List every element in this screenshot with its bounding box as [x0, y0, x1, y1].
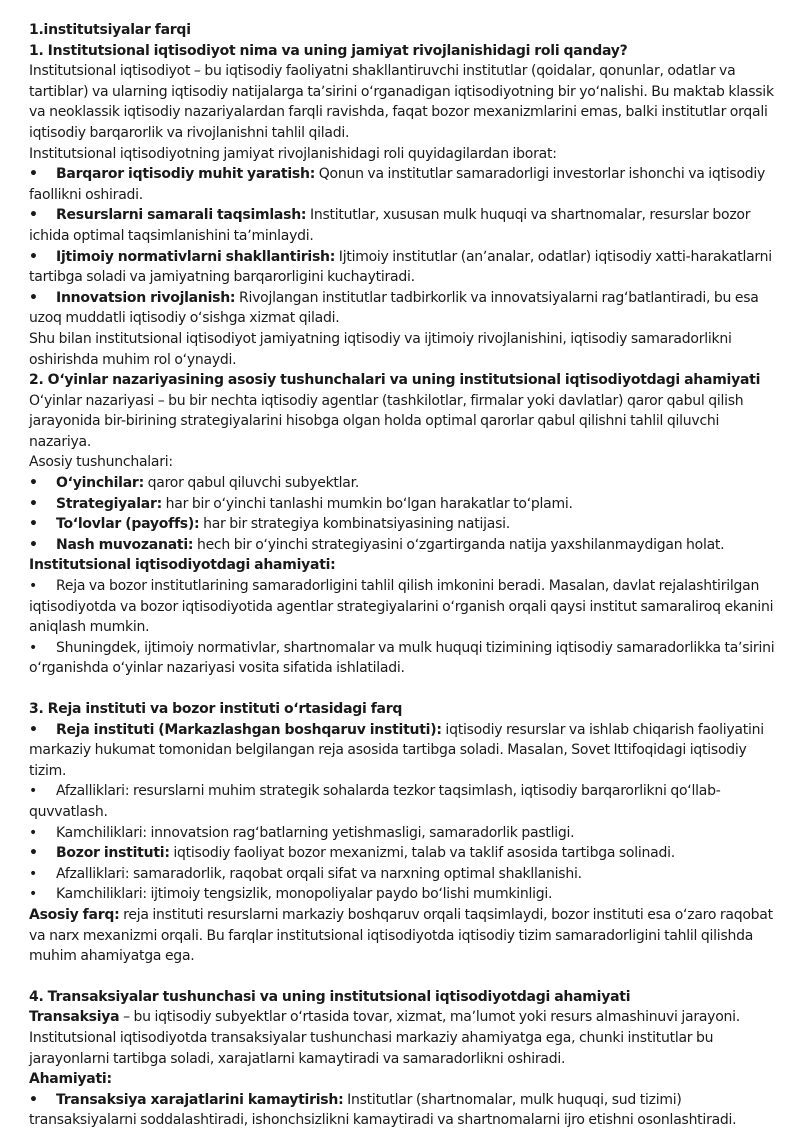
bullet-icon: •	[29, 824, 38, 841]
section-1-conclusion: Shu bilan institutsional iqtisodiyot jamiyatning iqtisodiy va ijtimoiy rivojlanishini, iqtisodiy samaradorlikni oshirishda muhim rol oʻynaydi.	[29, 330, 732, 368]
bullet-icon: •	[29, 721, 38, 738]
section-3-difference: Asosiy farq: reja instituti resurslarni markaziy boshqaruv orqali taqsimlaydi, bozor instituti esa oʻzaro raqobat va narx mexanizmi orqali. Bu farqlar institutsional iqtisodiyotda iqtisodiy tizim samaradorligini tahlil qilishda muhim ahamiyatga ega.	[29, 906, 773, 965]
section-2-significance-heading: Institutsional iqtisodiyotdagi ahamiyati:	[29, 557, 336, 574]
section-1-heading: 1. Institutsional iqtisodiyot nima va uning jamiyat rivojlanishidagi roli qanday?	[29, 42, 628, 59]
list-item: • Kamchiliklari: ijtimoiy tengsizlik, monopoliyalar paydo boʻlishi mumkinligi.	[29, 884, 777, 905]
section-2-heading: 2. Oʻyinlar nazariyasining asosiy tushunchalari va uning institutsional iqtisodiyotdagi ahamiyati	[29, 372, 761, 389]
list-item: • Ijtimoiy normativlarni shakllantirish: Ijtimoiy institutlar (anʼanalar, odatlar) iqtisodiy xatti-harakatlarni tartibga soladi va jamiyatning barqarorligini kuchaytiradi.	[29, 248, 772, 286]
bullet-icon: •	[29, 475, 38, 492]
bullet-icon: •	[29, 886, 38, 903]
document-title: 1.institutsiyalar farqi	[29, 22, 191, 38]
list-item: • Nash muvozanati: hech bir oʻyinchi strategiyasini oʻzgartirganda natija yaxshilanmaydigan holat.	[29, 535, 777, 556]
bullet-icon: •	[29, 845, 38, 862]
spacer	[29, 679, 777, 699]
list-item: • Reja instituti (Markazlashgan boshqaruv instituti): iqtisodiy resurslar va ishlab chiqarish faoliyatini markaziy hukumat tomonidan belgilangan reja asosida tartibga soladi. Masalan, Sovet Ittifoqidagi iqtisodiy tizim.	[29, 721, 764, 779]
section-4-heading: 4. Transaksiyalar tushunchasi va uning institutsional iqtisodiyotdagi ahamiyati	[29, 988, 631, 1005]
list-item: • Afzalliklari: resurslarni muhim strategik sohalarda tezkor taqsimlash, iqtisodiy barqarorlikni qoʻllab-quvvatlash.	[29, 783, 721, 820]
spacer	[29, 967, 777, 987]
list-item: • Transaksiya xarajatlarini kamaytirish: Institutlar (shartnomalar, mulk huquqi, sud tizimi) transaksiyalarni soddalashtiradi, ishonchsizlikni kamaytiradi va shartnomalarni ijro etishni osonlashtiradi.	[29, 1091, 737, 1129]
bullet-icon: •	[29, 516, 38, 533]
bullet-icon: •	[29, 639, 38, 656]
section-1-roles-intro: Institutsional iqtisodiyotning jamiyat rivojlanishidagi roli quyidagilardan iborat:	[29, 145, 557, 162]
section-4-significance-heading: Ahamiyati:	[29, 1071, 112, 1088]
bullet-icon: •	[29, 1091, 38, 1108]
section-3-heading: 3. Reja instituti va bozor instituti oʻrtasidagi farq	[29, 701, 403, 717]
bullet-icon: •	[29, 289, 38, 306]
list-item: • Shuningdek, ijtimoiy normativlar, shartnomalar va mulk huquqi tizimining iqtisodiy samaradorlikka taʼsirini oʻrganishda oʻyinlar nazariyasi vosita sifatida ishlatiladi.	[29, 639, 775, 677]
list-item: • Kamchiliklari: innovatsion ragʻbatlarning yetishmasligi, samaradorlik pastligi.	[29, 823, 777, 844]
section-4-definition: Transaksiya – bu iqtisodiy subyektlar oʻrtasida tovar, xizmat, maʼlumot yoki resurs almashinuvi jarayoni.	[29, 1009, 740, 1026]
section-2-concepts-intro: Asosiy tushunchalari:	[29, 454, 173, 471]
list-item: • Oʻyinchilar: qaror qabul qiluvchi subyektlar.	[29, 473, 777, 494]
bullet-icon: •	[29, 865, 38, 882]
list-item: • Strategiyalar: har bir oʻyinchi tanlashi mumkin boʻlgan harakatlar toʻplami.	[29, 494, 777, 515]
list-item: • Afzalliklari: samaradorlik, raqobat orqali sifat va narxning optimal shakllanishi.	[29, 864, 777, 885]
list-item: • Bozor instituti: iqtisodiy faoliyat bozor mexanizmi, talab va taklif asosida tartibga solinadi.	[29, 843, 777, 864]
section-4-paragraph: Institutsional iqtisodiyotda transaksiyalar tushunchasi markaziy ahamiyatga ega, chunki institutlar bu jarayonlarni tartibga soladi, xarajatlarni kamaytiradi va samaradorlikni oshiradi.	[29, 1029, 714, 1067]
bullet-icon: •	[29, 536, 38, 553]
list-item: • Innovatsion rivojlanish: Rivojlangan institutlar tadbirkorlik va innovatsiyalarni ragʻbatlantiradi, bu esa uzoq muddatli iqtisodiy oʻsishga xizmat qiladi.	[29, 289, 759, 327]
bullet-icon: •	[29, 248, 38, 265]
list-item: • Toʻlovlar (payoffs): har bir strategiya kombinatsiyasining natijasi.	[29, 514, 777, 535]
bullet-icon: •	[29, 495, 38, 512]
bullet-icon: •	[29, 166, 38, 183]
section-2-intro: Oʻyinlar nazariyasi – bu bir nechta iqtisodiy agentlar (tashkilotlar, firmalar yoki davlatlar) qaror qabul qilish jarayonida bir-birining strategiyalarini hisobga olgan holda optimal qarorlar qabul qilishni tahlil qiluvchi nazariya.	[29, 392, 744, 450]
list-item: • Resurslarni samarali taqsimlash: Institutlar, xususan mulk huquqi va shartnomalar, resurslar bozor ichida optimal taqsimlanishini taʼminlaydi.	[29, 207, 751, 244]
bullet-icon: •	[29, 207, 38, 224]
list-item: • Reja va bozor institutlarining samaradorligini tahlil qilish imkonini beradi. Masalan, davlat rejalashtirilgan iqtisodiyotda va bozor iqtisodiyotida agentlar strategiyalarini oʻrganish orqali qaysi institut samaraliroq ekanini aniqlash mumkin.	[29, 578, 774, 636]
list-item: • Barqaror iqtisodiy muhit yaratish: Qonun va institutlar samaradorligi investorlar ishonchi va iqtisodiy faollikni oshiradi.	[29, 166, 766, 203]
bullet-icon: •	[29, 578, 38, 595]
document-page	[29, 20, 777, 1131]
section-1-intro: Institutsional iqtisodiyot – bu iqtisodiy faoliyatni shakllantiruvchi institutlar (qoidalar, qonunlar, odatlar va tartiblar) va ularning iqtisodiy natijalarga taʼsirini oʻrganadigan iqtisodiyotning bir yoʻnalishi. Bu maktab klassik va neoklassik iqtisodiy nazariyalardan farqli ravishda, faqat bozor mexanizmlarini emas, balki institutlar orqali iqtisodiy barqarorlik va rivojlanishni tahlil qiladi.	[29, 63, 774, 141]
bullet-icon: •	[29, 783, 38, 800]
